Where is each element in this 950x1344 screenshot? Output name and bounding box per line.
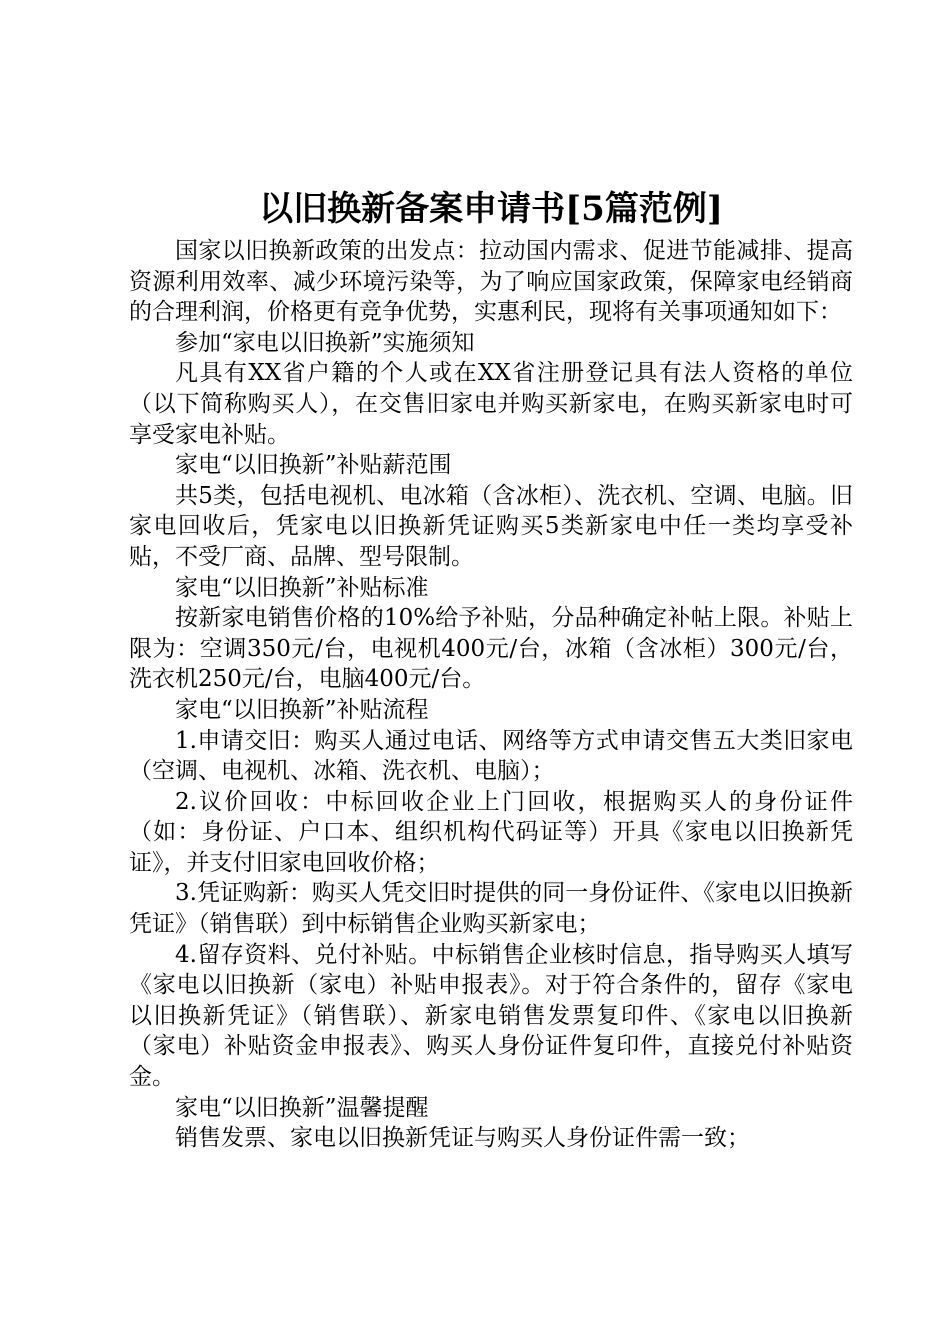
section-heading-process: 家电“以旧换新”补贴流程 <box>175 696 429 723</box>
section-heading-reminder: 家电“以旧换新”温馨提醒 <box>175 1094 429 1121</box>
document-body <box>129 236 853 1154</box>
section-heading-notice: 参加“家电以旧换新”实施须知 <box>175 329 475 356</box>
process-step-3: 3.凭证购新：购买人凭交旧时提供的同一身份证件、《家电以旧换新凭证》（销售联）到中标销售企业购买新家电； <box>129 880 853 938</box>
scope-paragraph: 共5类，包括电视机、电冰箱（含冰柜）、洗衣机、空调、电脑。旧家电回收后，凭家电以旧换新凭证购买5类新家电中任一类均享受补贴，不受厂商、品牌、型号限制。 <box>129 482 853 570</box>
document-title: 以旧换新备案申请书[5篇范例] <box>259 189 723 229</box>
process-step-2: 2.议价回收：中标回收企业上门回收，根据购买人的身份证件（如：身份证、户口本、组织机构代码证等）开具《家电以旧换新凭证》，并支付旧家电回收价格； <box>129 788 853 876</box>
reminder-paragraph: 销售发票、家电以旧换新凭证与购买人身份证件需一致； <box>175 1125 750 1152</box>
section-heading-scope: 家电“以旧换新”补贴薪范围 <box>175 452 452 479</box>
document-page <box>129 186 853 1154</box>
process-step-1: 1.申请交旧：购买人通过电话、网络等方式申请交售五大类旧家电（空调、电视机、冰箱、洗衣机、电脑）； <box>129 727 853 785</box>
intro-paragraph: 国家以旧换新政策的出发点：拉动国内需求、促进节能减排、提高资源利用效率、减少环境污染等，为了响应国家政策，保障家电经销商的合理利润，价格更有竞争优势，实惠利民，现将有关事项通知如下： <box>129 238 853 326</box>
eligibility-paragraph: 凡具有XX省户籍的个人或在XX省注册登记具有法人资格的单位（以下简称购买人），在交售旧家电并购买新家电，在购买新家电时可享受家电补贴。 <box>129 360 853 448</box>
section-heading-standard: 家电“以旧换新”补贴标准 <box>175 574 429 601</box>
standard-paragraph: 按新家电销售价格的10%给予补贴，分品种确定补帖上限。补贴上限为：空调350元/台，电视机400元/台，冰箱（含冰柜）300元/台，洗衣机250元/台，电脑400元/台。 <box>129 605 853 693</box>
process-step-4: 4.留存资料、兑付补贴。中标销售企业核时信息，指导购买人填写《家电以旧换新（家电）补贴申报表》。对于符合条件的，留存《家电以旧换新凭证》（销售联）、新家电销售发票复印件、《家电以旧换新（家电）补贴资金申报表》、购买人身份证件复印件，直接兑付补贴资金。 <box>129 941 853 1091</box>
